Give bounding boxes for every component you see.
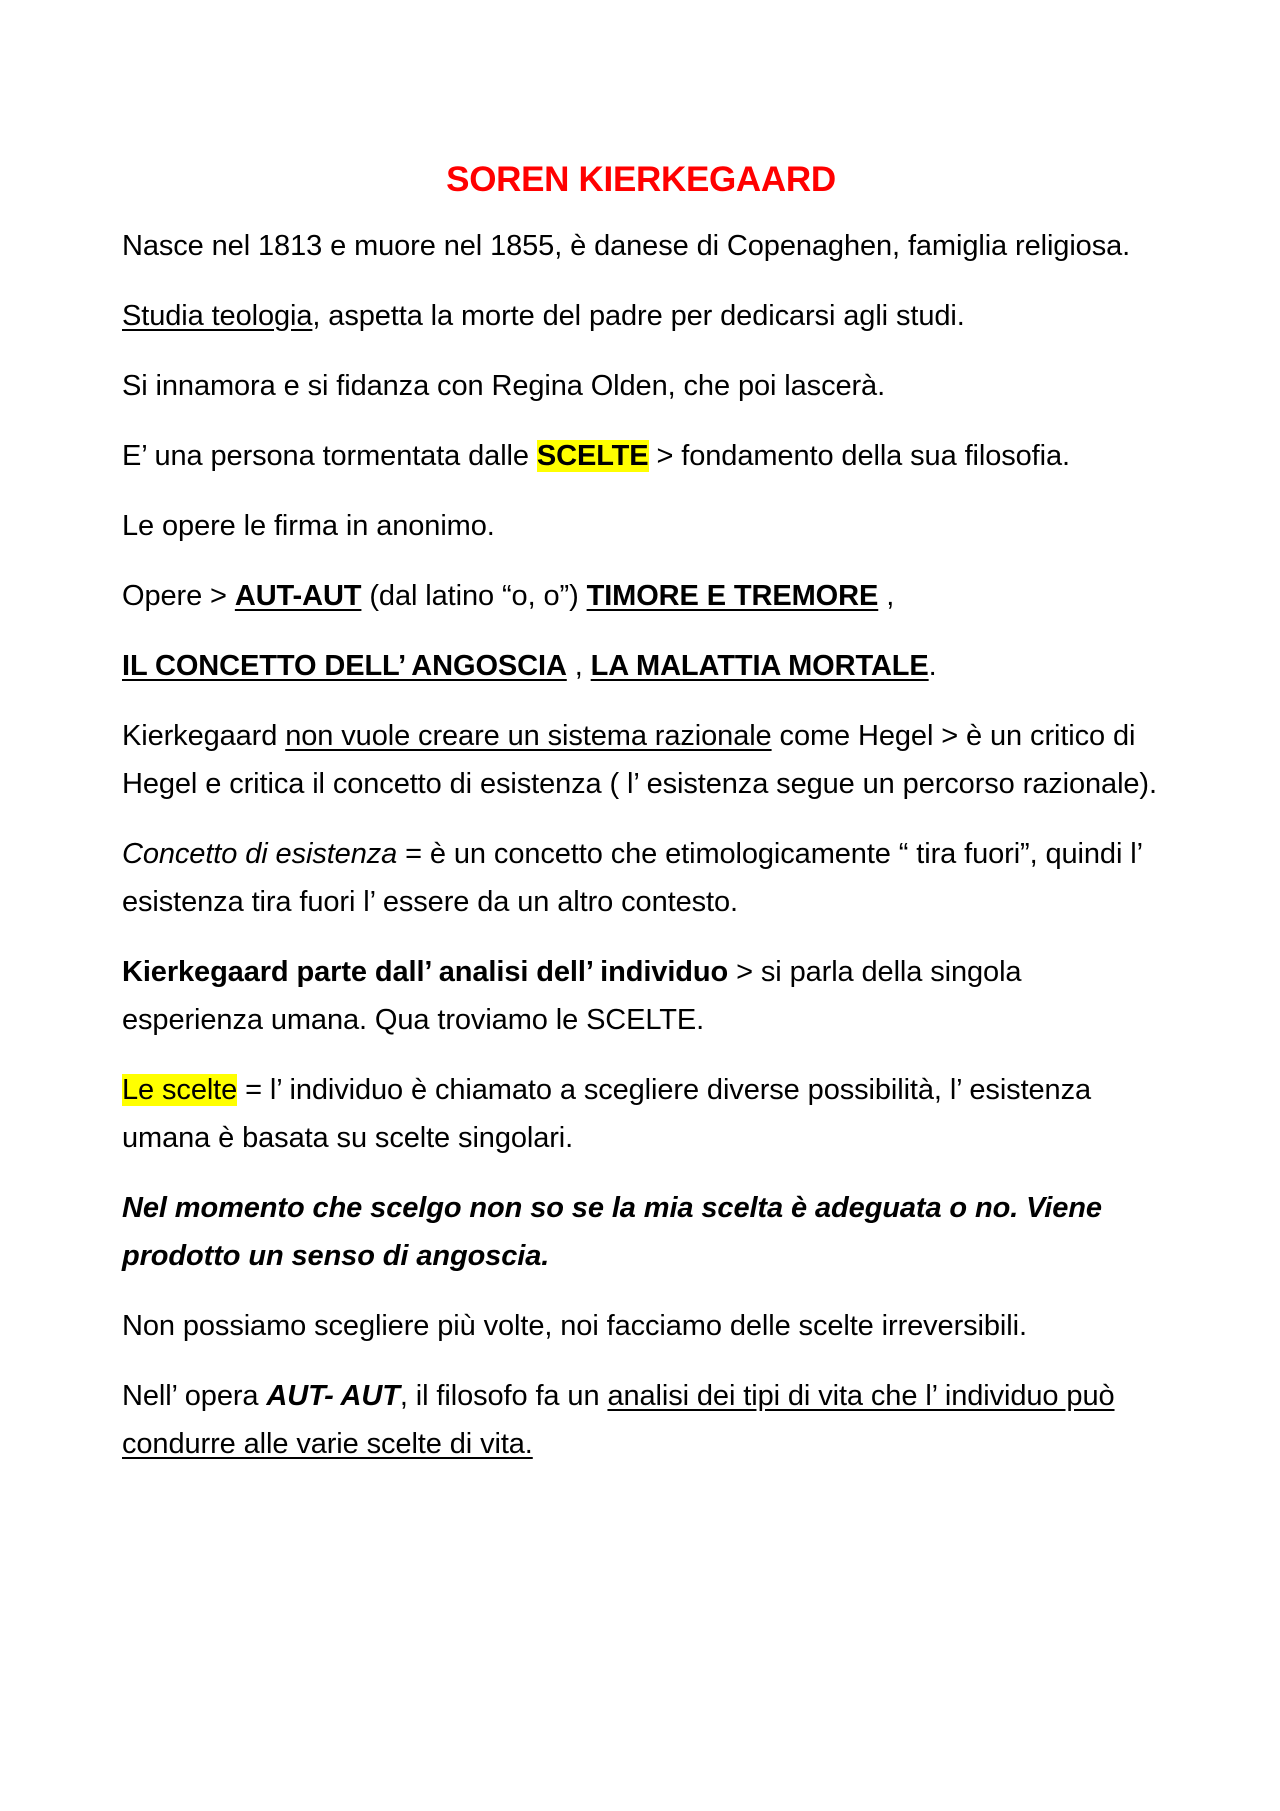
bold-italic-text: AUT- AUT xyxy=(266,1380,400,1412)
paragraph-text: E’ una persona tormentata dalle xyxy=(122,440,537,472)
paragraph-engagement xyxy=(122,362,1160,410)
underlined-text: analisi dei tipi di vita che l’ individuo può condurre alle varie scelte di vita. xyxy=(122,1380,1115,1460)
paragraph-text: > fondamento della sua filosofia. xyxy=(648,440,1070,472)
paragraph-birth xyxy=(122,222,1160,270)
underlined-text: non vuole creare un sistema razionale xyxy=(285,720,772,752)
paragraph-text: > si parla della singola esperienza umana. Qua troviamo le SCELTE. xyxy=(122,956,1022,1036)
paragraph-anonymous xyxy=(122,502,1160,550)
italic-term: Concetto di esistenza xyxy=(122,838,398,870)
paragraph-hegel xyxy=(122,712,1160,808)
bold-text: Kierkegaard parte dall’ analisi dell’ individuo xyxy=(122,956,729,988)
bold-italic-text: Nel momento che scelgo non so se la mia scelta è adeguata o no. Viene prodotto un senso di angoscia. xyxy=(122,1192,1102,1272)
paragraph-text: Kierkegaard xyxy=(122,720,286,752)
highlighted-text: SCELTE xyxy=(536,440,649,472)
work-title: LA MALATTIA MORTALE xyxy=(590,650,929,682)
document-title: SOREN KIERKEGAARD xyxy=(446,160,836,199)
paragraph-works xyxy=(122,572,1160,620)
work-title: TIMORE E TREMORE xyxy=(586,580,879,612)
work-title: AUT-AUT xyxy=(234,580,362,612)
paragraph-individual xyxy=(122,948,1160,1044)
paragraph-aut-aut xyxy=(122,1372,1160,1468)
paragraph-text: Non possiamo scegliere più volte, noi facciamo delle scelte irreversibili. xyxy=(122,1310,1027,1342)
paragraph-text: Nell’ opera xyxy=(122,1380,267,1412)
paragraph-text: , xyxy=(566,650,591,682)
paragraph-existence xyxy=(122,830,1160,926)
underlined-text: Studia teologia xyxy=(122,300,313,332)
work-title: IL CONCETTO DELL’ ANGOSCIA xyxy=(122,650,567,682)
paragraph-text: come Hegel > è un critico di Hegel e critica il concetto di esistenza ( l’ esistenza segue un percorso razionale). xyxy=(122,720,1157,800)
paragraph-text: , il filosofo fa un xyxy=(399,1380,608,1412)
paragraph-anguish xyxy=(122,1184,1160,1280)
paragraph-text: Nasce nel 1813 e muore nel 1855, è danese di Copenaghen, famiglia religiosa. xyxy=(122,230,1131,262)
paragraph-choices xyxy=(122,1066,1160,1162)
paragraph-choices-intro xyxy=(122,432,1160,480)
highlighted-text: Le scelte xyxy=(122,1074,238,1106)
paragraph-text: Le opere le firma in anonimo. xyxy=(122,510,495,542)
paragraph-text: , xyxy=(878,580,895,612)
paragraph-text: Si innamora e si fidanza con Regina Olden, che poi lascerà. xyxy=(122,370,886,402)
paragraph-text: , aspetta la morte del padre per dedicarsi agli studi. xyxy=(312,300,965,332)
paragraph-text: = l’ individuo è chiamato a scegliere diverse possibilità, l’ esistenza umana è basata su scelte singolari. xyxy=(122,1074,1092,1154)
paragraph-studies xyxy=(122,292,1160,340)
paragraph-works-continued xyxy=(122,642,1160,690)
paragraph-text: . xyxy=(928,650,937,682)
paragraph-irreversible xyxy=(122,1302,1160,1350)
paragraph-text: = è un concetto che etimologicamente “ tira fuori”, quindi l’ esistenza tira fuori l’ essere da un altro contesto. xyxy=(122,838,1142,918)
paragraph-text: Opere > xyxy=(122,580,235,612)
paragraph-text: (dal latino “o, o”) xyxy=(361,580,587,612)
